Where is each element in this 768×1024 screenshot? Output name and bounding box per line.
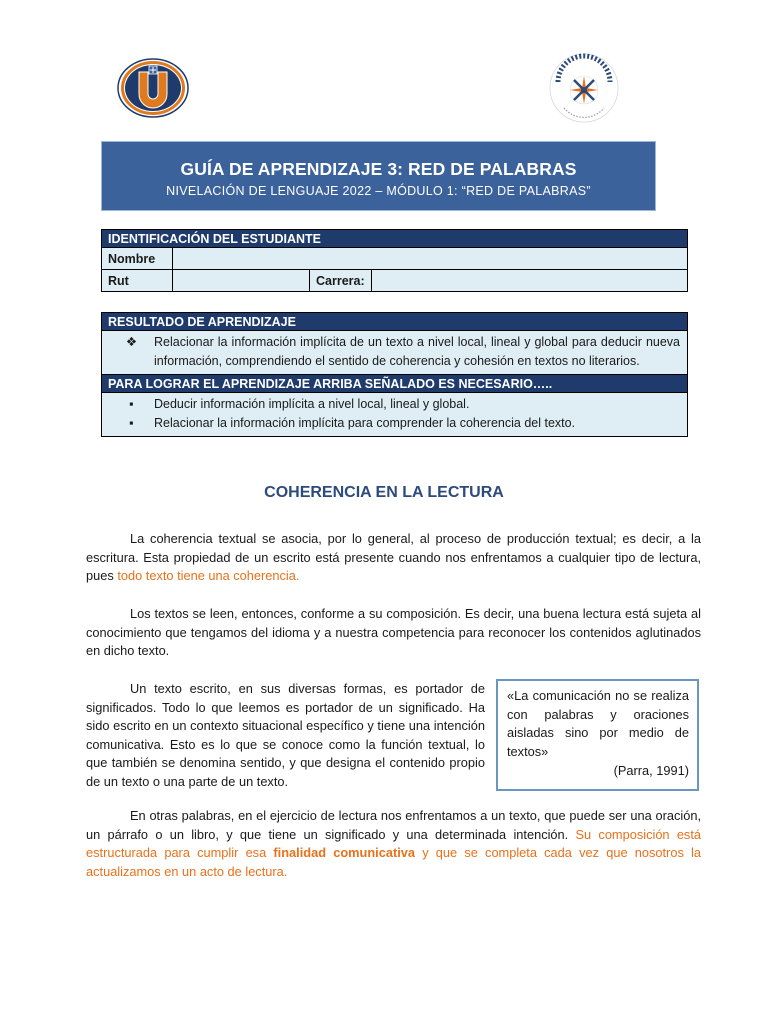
name-label: Nombre xyxy=(102,248,173,270)
name-field[interactable] xyxy=(173,248,688,270)
rut-field[interactable] xyxy=(173,270,310,292)
highlighted-phrase: Su composición está estructurada para cumplir esa xyxy=(86,826,702,861)
requirement-text: Relacionar la información implícita para comprender la coherencia del texto. xyxy=(154,416,576,430)
square-bullet-icon: ▪ xyxy=(129,397,134,411)
academic-team-logo xyxy=(548,52,620,124)
square-bullet-icon: ▪ xyxy=(129,416,134,430)
paragraph-text: La coherencia textual se asocia, por lo general, al proceso de producción textual; es decir, a la escritura. Esta propiedad de un escrito está presente cuando nos enfrentamos a cualquier tipo de lectura, pues xyxy=(86,531,701,584)
paragraph-written-text xyxy=(86,680,485,792)
learning-result-item xyxy=(109,333,680,371)
section-heading: COHERENCIA EN LA LECTURA xyxy=(264,484,504,501)
quote-box xyxy=(496,679,699,791)
university-logo xyxy=(116,58,190,118)
diamond-bullet-icon: ❖ xyxy=(125,335,138,349)
learning-result-header: RESULTADO DE APRENDIZAJE xyxy=(102,313,688,331)
student-identification-table xyxy=(101,229,688,292)
rut-label: Rut xyxy=(102,270,173,292)
guide-title: GUÍA DE APRENDIZAJE 3: RED DE PALABRAS xyxy=(180,159,577,179)
title-banner xyxy=(101,141,656,211)
quote-citation: (Parra, 1991) xyxy=(613,763,689,779)
paragraph-coherence-intro xyxy=(86,530,701,586)
learning-result-text: Relacionar la información implícita de un texto a nivel local, lineal y global para deducir nueva información, comprendiendo el sentido de coherencia y cohesión en textos no literarios. xyxy=(154,335,680,368)
requirements-header: PARA LOGRAR EL APRENDIZAJE ARRIBA SEÑALADO ES NECESARIO….. xyxy=(102,375,688,393)
requirement-item xyxy=(109,395,680,414)
guide-subtitle: NIVELACIÓN DE LENGUAJE 2022 – MÓDULO 1: “RED DE PALABRAS” xyxy=(166,184,591,198)
learning-outcome-table xyxy=(101,312,688,437)
identification-header: IDENTIFICACIÓN DEL ESTUDIANTE xyxy=(102,230,688,248)
highlighted-bold-phrase: finalidad comunicativa xyxy=(273,845,415,861)
quote-text: «La comunicación no se realiza con palabras y oraciones aisladas sino por medio de textos» xyxy=(507,688,689,759)
career-label: Carrera: xyxy=(310,270,372,292)
paragraph-reading-exercise xyxy=(86,807,701,881)
learning-result-cell xyxy=(102,331,688,375)
paragraph-text: Un texto escrito, en sus diversas formas, es portador de significados. Todo lo que leemos es portador de un significado. Ha sido escrito en un contexto situacional específico y tiene una intención comunicativa. Esto es lo que se conoce como la función textual, lo que también se denomina sentido, y que designa el contenido propio de un texto o una parte de un texto. xyxy=(86,681,485,789)
paragraph-text: Los textos se leen, entonces, conforme a su composición. Es decir, una buena lectura está sujeta al conocimiento que tengamos del idioma y a nuestra competencia para reconocer los contenidos aglutinados en dicho texto. xyxy=(86,606,701,659)
requirement-item xyxy=(109,414,680,433)
requirements-cell xyxy=(102,393,688,437)
requirement-text: Deducir información implícita a nivel local, lineal y global. xyxy=(154,397,470,411)
highlighted-phrase: todo texto tiene una coherencia. xyxy=(117,568,300,584)
paragraph-reading-composition xyxy=(86,605,701,661)
career-field[interactable] xyxy=(372,270,688,292)
paragraph-text: En otras palabras, en el ejercicio de lectura nos enfrentamos a un texto, que puede ser una oración, un párrafo o un libro, y que tiene un significado y una determinada intención. xyxy=(86,808,701,842)
highlighted-phrase: y que se completa cada vez que nosotros la actualizamos en un acto de lectura. xyxy=(86,845,701,879)
